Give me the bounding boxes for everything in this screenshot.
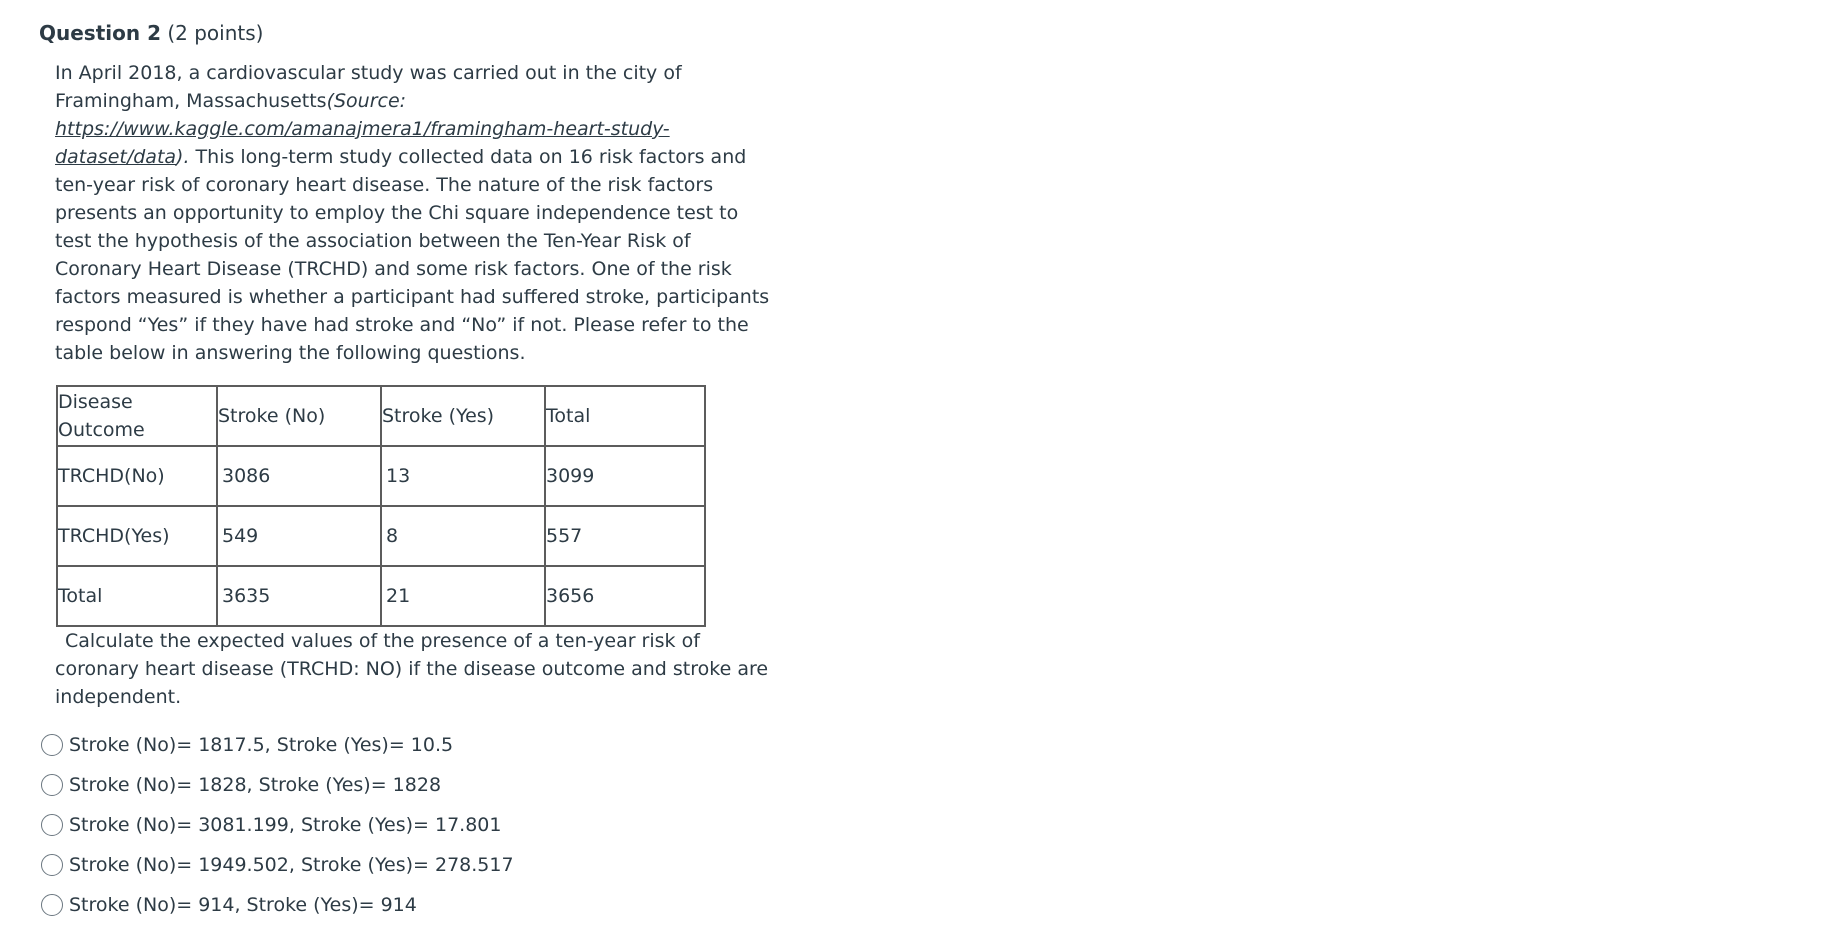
table-cell: 3099	[545, 446, 705, 506]
table-header-row	[57, 386, 705, 446]
question-header	[39, 18, 799, 48]
answer-label: Stroke (No)= 1949.502, Stroke (Yes)= 278.517	[69, 854, 514, 876]
table-cell: 8	[381, 506, 545, 566]
answer-option[interactable]	[41, 885, 799, 925]
table-cell: TRCHD(Yes)	[57, 506, 217, 566]
table-row	[57, 506, 705, 566]
question-intro	[55, 59, 775, 367]
answer-label: Stroke (No)= 3081.199, Stroke (Yes)= 17.801	[69, 814, 502, 836]
question-prompt: Calculate the expected values of the presence of a ten-year risk of coronary heart disease (TRCHD: NO) if the disease outcome and stroke are independent.	[55, 630, 769, 708]
table-header-cell: Stroke (Yes)	[381, 386, 545, 446]
answer-label: Stroke (No)= 1817.5, Stroke (Yes)= 10.5	[69, 734, 454, 756]
question-body	[55, 59, 775, 711]
intro-text: In April 2018, a cardiovascular study was carried out in the city of Framingham, Massachusetts	[55, 62, 682, 112]
table-cell: 3656	[545, 566, 705, 626]
table-header-cell: Stroke (No)	[217, 386, 381, 446]
radio-button[interactable]	[41, 814, 63, 836]
intro-continued: This long-term study collected data on 16 risk factors and ten-year risk of coronary heart disease. The nature of the risk factors presents an opportunity to employ the Chi square independence test to test the hypothesis of the association between the Ten-Year Risk of Coronary Heart Disease (TRCHD) and some risk factors. One of the risk factors measured is whether a participant had suffered stroke, participants respond “Yes” if they have had stroke and “No” if not. Please refer to the table below in answering the following questions.	[55, 146, 770, 364]
radio-button[interactable]	[41, 894, 63, 916]
table-cell: Total	[57, 566, 217, 626]
radio-button[interactable]	[41, 774, 63, 796]
answer-option[interactable]	[41, 725, 799, 765]
source-suffix: ).	[176, 146, 190, 168]
answer-label: Stroke (No)= 1828, Stroke (Yes)= 1828	[69, 774, 442, 796]
answer-option[interactable]	[41, 845, 799, 885]
question-2	[39, 18, 799, 925]
table-row	[57, 566, 705, 626]
table-cell: 3635	[217, 566, 381, 626]
answer-option[interactable]	[41, 805, 799, 845]
answer-label: Stroke (No)= 914, Stroke (Yes)= 914	[69, 894, 417, 916]
answer-option[interactable]	[41, 765, 799, 805]
radio-button[interactable]	[41, 734, 63, 756]
source-prefix: (Source:	[326, 90, 407, 112]
table-cell: 21	[381, 566, 545, 626]
table-row	[57, 446, 705, 506]
table-cell: TRCHD(No)	[57, 446, 217, 506]
table-cell: 3086	[217, 446, 381, 506]
table-cell: 549	[217, 506, 381, 566]
table-header-cell: Disease Outcome	[57, 386, 217, 446]
source-link[interactable]: https://www.kaggle.com/amanajmera1/framingham-heart-study-dataset/data	[55, 118, 670, 168]
radio-button[interactable]	[41, 854, 63, 876]
table-header-cell: Total	[545, 386, 705, 446]
contingency-table	[56, 385, 706, 627]
question-title: Question 2	[39, 21, 161, 45]
answer-options	[41, 725, 799, 925]
table-cell: 557	[545, 506, 705, 566]
table-cell: 13	[381, 446, 545, 506]
question-points: (2 points)	[167, 21, 264, 45]
